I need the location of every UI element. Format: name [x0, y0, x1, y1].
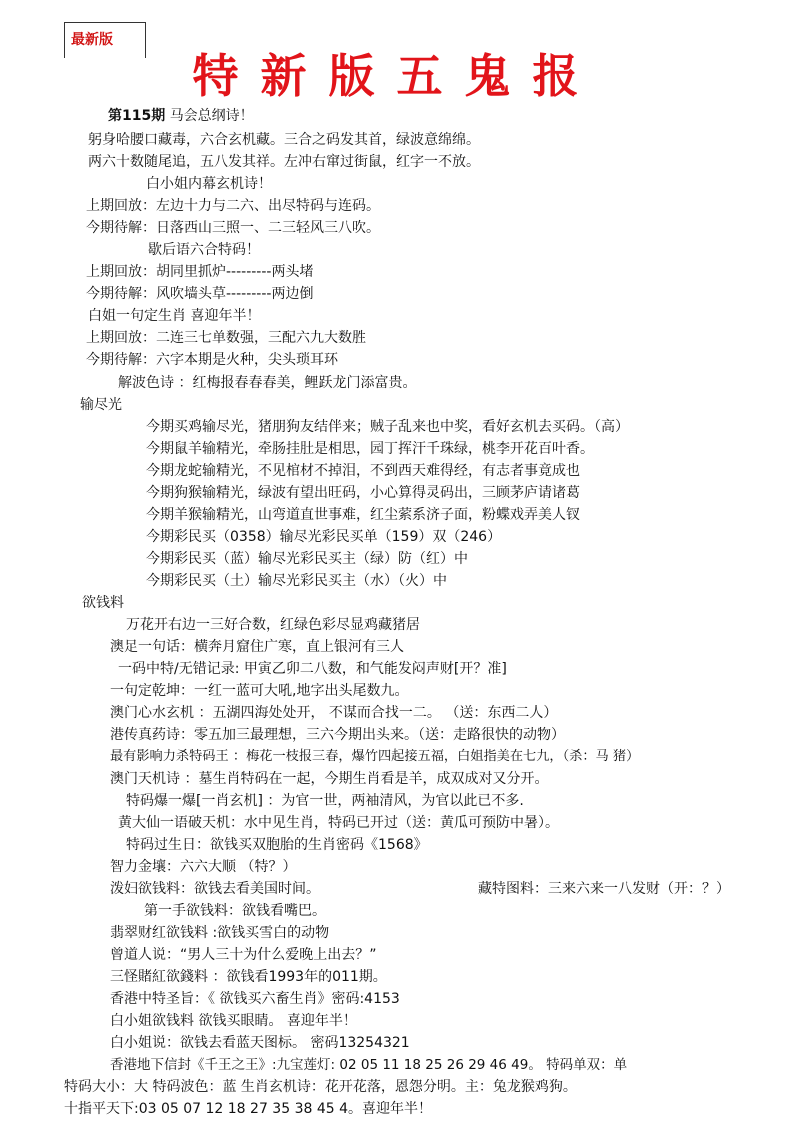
list-item: 特码爆一爆[一肖玄机] ：为官一世，两袖清风，为官以此已不多. [126, 793, 524, 809]
edition-badge: 最新版 [64, 22, 146, 58]
color-poem: 解波色诗 ：红梅报春春春美，鲤跃龙门添富贵。 [118, 375, 417, 391]
list-item: 今期彩民买（0358）输尽光彩民买单（159）双（246） [146, 529, 502, 545]
list-item: 最有影响力杀特码王 ：梅花一枝报三春，爆竹四起接五福，白姐指美在七九，（杀：马 猪） [110, 749, 640, 764]
section-title: 白姐一句定生肖 喜迎年半！ [88, 308, 261, 324]
previous-result: 上期回放：二连三七单数强，三配六九大数胜 [86, 330, 366, 346]
list-item: 藏特图料：三来六来一八发财（开：？） [478, 881, 730, 897]
list-item: 特码大小：大 特码波色：蓝 生肖玄机诗：花开花落，恩怨分明。主：兔龙猴鸡狗。 [64, 1079, 577, 1095]
list-item: 翡翠财红欲钱料 :欲钱买雪白的动物 [110, 925, 330, 941]
list-item: 今期买鸡输尽光，猪朋狗友结伴来；贼子乱来也中奖，看好玄机去买码。（高） [146, 419, 629, 435]
issue-label: 马会总纲诗！ [169, 108, 254, 124]
list-item: 一码中特/无错记录: 甲寅乙卯二八数，和气能发闷声财[开？准] [118, 661, 507, 677]
list-item: 白小姐说：欲钱去看蓝天图标。 密码13254321 [110, 1035, 410, 1051]
current-riddle: 今期待解：风吹墙头草---------两边倒 [86, 286, 314, 302]
list-item: 十指平天下:03 05 07 12 18 27 35 38 45 4。喜迎年半！ [64, 1101, 433, 1117]
section-header: 欲钱料 [82, 595, 124, 611]
list-item: 第一手欲钱料：欲钱看嘴巴。 [144, 903, 326, 919]
list-item: 香港地下信封《千王之王》:九宝莲灯: 02 05 11 18 25 26 29 46 49。 特码单双：单 [110, 1057, 628, 1073]
list-item: 今期彩民买（蓝）输尽光彩民买主（绿）防（红）中 [146, 551, 468, 567]
list-item: 三怪賭紅欲錢料 ：欲钱看1993年的011期。 [110, 969, 387, 985]
issue-line [108, 106, 254, 126]
list-item: 万花开右边一三好合数，红绿色彩尽显鸡藏猪居 [126, 617, 420, 633]
previous-result: 上期回放：胡同里抓炉---------两头堵 [86, 264, 314, 280]
section-header: 输尽光 [80, 397, 122, 413]
list-item: 香港中特圣旨：《 欲钱买六畜生肖》密码:4153 [110, 991, 400, 1007]
list-item: 今期羊猴输精光，山弯道直世事难，红尘萦系济子面，粉蝶戏弄美人钗 [146, 507, 580, 523]
list-item: 今期狗猴输精光，绿波有望出旺码，小心算得灵码出，三顾茅庐请诸葛 [146, 485, 580, 501]
previous-result: 上期回放：左边十力与二六、出尽特码与连码。 [86, 198, 380, 214]
current-riddle: 今期待解：六字本期是火种，尖头琐耳环 [86, 352, 338, 368]
list-item: 黄大仙一语破天机：水中见生肖，特码已开过（送：黄瓜可预防中暑）。 [118, 815, 559, 831]
list-item: 特码过生日：欲钱买双胞胎的生肖密码《1568》 [126, 837, 428, 853]
poem-line: 躬身哈腰口藏毒，六合玄机藏。三合之码发其首，绿波意绵绵。 [88, 132, 480, 148]
list-item: 今期龙蛇输精光，不见棺材不掉泪，不到西天难得经，有志者事竟成也 [146, 463, 580, 479]
list-item: 港传真药诗：零五加三最理想，三六今期出头来。（送：走路很快的动物） [110, 727, 565, 743]
list-item: 曾道人说：“男人三十为什么爱晚上出去？” [110, 947, 377, 963]
issue-number: 第115期 [108, 108, 166, 124]
poem-line: 两六十数随尾追，五八发其祥。左冲右窜过街鼠，红字一不放。 [88, 154, 480, 170]
page-title: 特新版五鬼报 [192, 49, 601, 103]
current-riddle: 今期待解：日落西山三照一、二三轻风三八吹。 [86, 220, 380, 236]
section-title: 白小姐内幕玄机诗！ [146, 176, 272, 192]
list-item: 今期彩民买（土）输尽光彩民买主（水）（火）中 [146, 573, 447, 589]
list-item: 澳门心水玄机 ：五湖四海处处开， 不谋而合找一二。 （送：东西二人） [110, 705, 558, 721]
list-item: 智力金壤：六六大顺 （特？） [110, 859, 297, 875]
list-item: 一句定乾坤：一红一蓝可大吼,地字出头尾数九。 [110, 683, 409, 699]
list-item: 今期鼠羊输精光，牵肠挂肚是相思，园丁挥汗千珠绿，桃李开花百叶香。 [146, 441, 594, 457]
list-item: 白小姐欲钱料 欲钱买眼睛。 喜迎年半！ [110, 1013, 357, 1029]
list-item: 澳门天机诗 ：墓生肖特码在一起，今期生肖看是羊，成双成对又分开。 [110, 771, 549, 787]
section-title: 歇后语六合特码！ [148, 242, 260, 258]
list-item: 泼妇欲钱料：欲钱去看美国时间。 [110, 881, 320, 897]
list-item: 澳足一句话：横奔月窟住广寒，直上银河有三人 [110, 639, 404, 655]
